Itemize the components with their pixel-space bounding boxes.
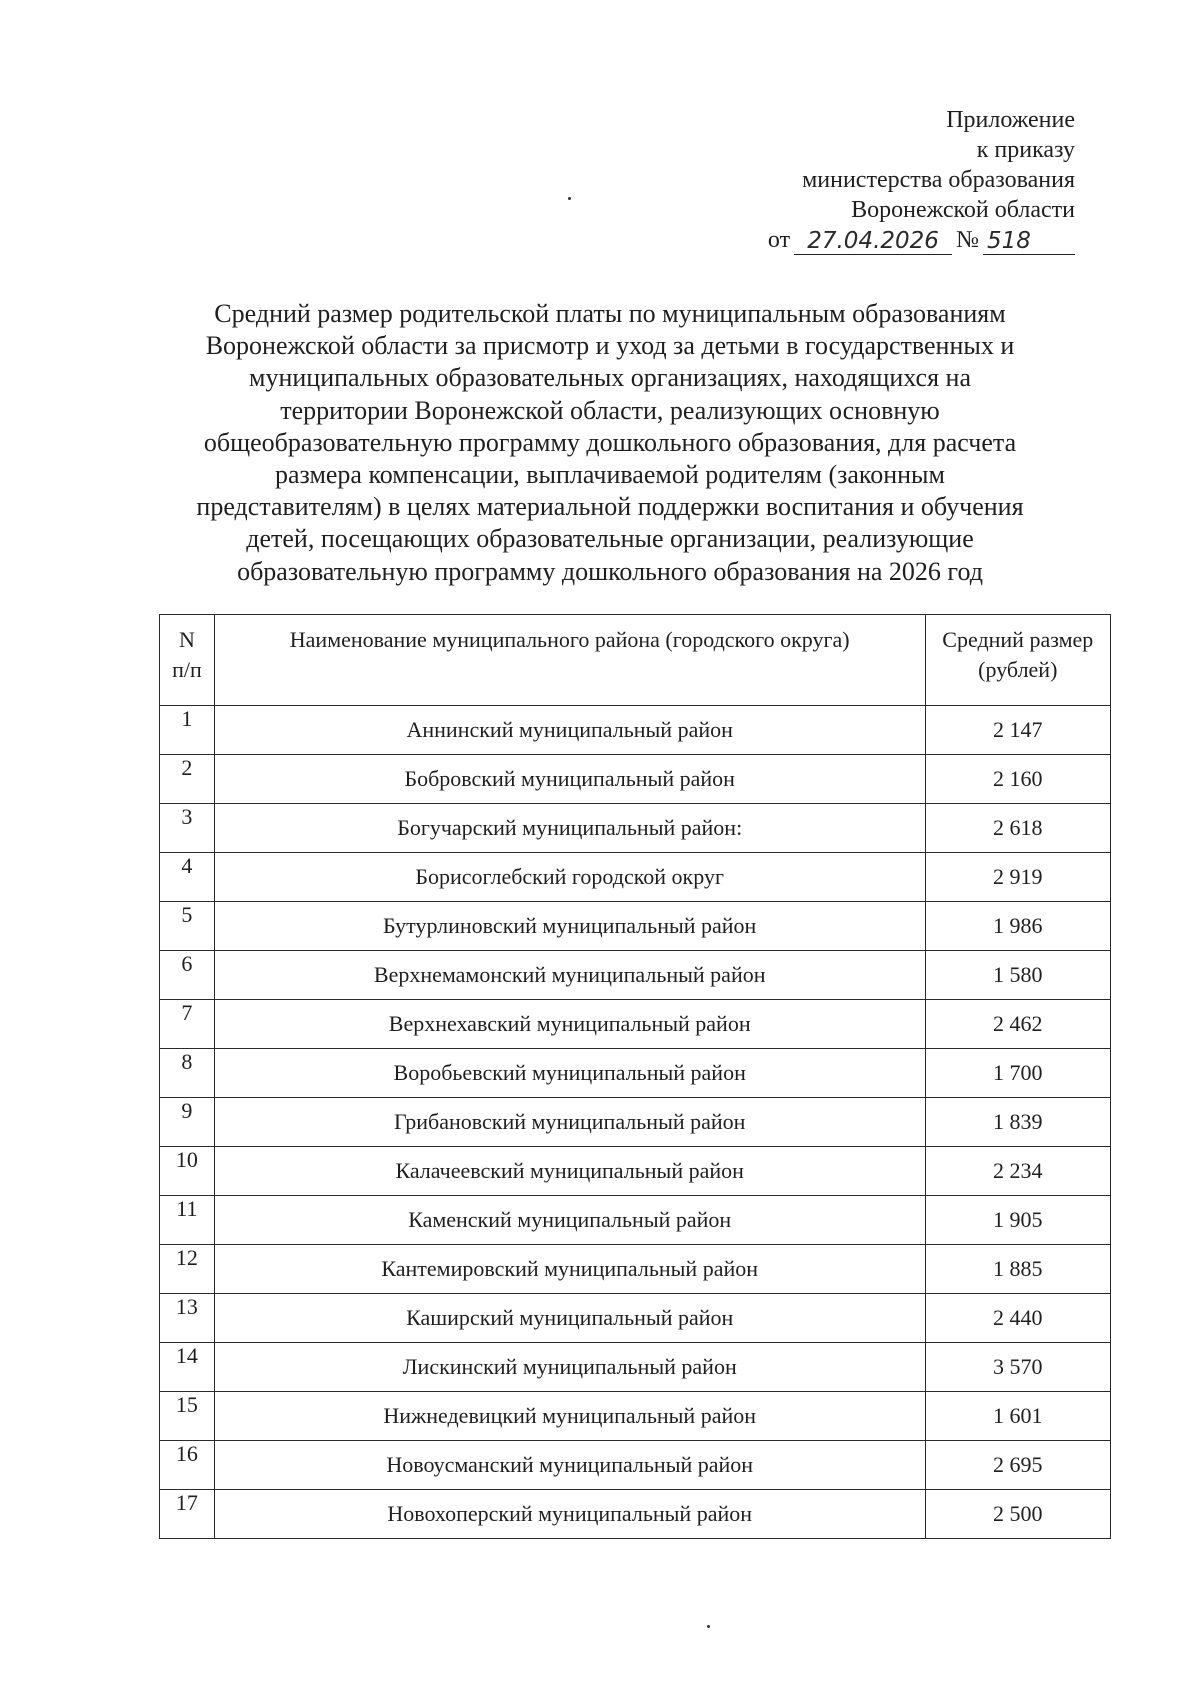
stray-mark bbox=[707, 1625, 710, 1628]
district-name: Нижнедевицкий муниципальный район bbox=[214, 1392, 925, 1441]
district-name: Бобровский муниципальный район bbox=[214, 755, 925, 804]
average-fee: 1 839 bbox=[925, 1098, 1110, 1147]
average-fee: 1 885 bbox=[925, 1245, 1110, 1294]
table-row bbox=[160, 706, 1111, 755]
table-row bbox=[160, 1245, 1111, 1294]
row-number: 16 bbox=[160, 1441, 215, 1490]
district-name: Каменский муниципальный район bbox=[214, 1196, 925, 1245]
average-fee: 2 147 bbox=[925, 706, 1110, 755]
district-name: Калачеевский муниципальный район bbox=[214, 1147, 925, 1196]
document-title bbox=[140, 298, 1080, 588]
average-fee: 1 986 bbox=[925, 902, 1110, 951]
average-fee: 1 700 bbox=[925, 1049, 1110, 1098]
to-order-label: к приказу bbox=[976, 137, 1075, 163]
table-row bbox=[160, 1343, 1111, 1392]
row-number: 4 bbox=[160, 853, 215, 902]
average-fee: 1 905 bbox=[925, 1196, 1110, 1245]
row-number: 2 bbox=[160, 755, 215, 804]
row-number: 1 bbox=[160, 706, 215, 755]
table-row bbox=[160, 1441, 1111, 1490]
row-number: 12 bbox=[160, 1245, 215, 1294]
header-num: N п/п bbox=[160, 615, 215, 706]
row-number: 11 bbox=[160, 1196, 215, 1245]
row-number: 10 bbox=[160, 1147, 215, 1196]
header-name: Наименование муниципального района (городского округа) bbox=[214, 615, 925, 706]
average-fee: 2 440 bbox=[925, 1294, 1110, 1343]
average-fee: 2 919 bbox=[925, 853, 1110, 902]
average-fee: 2 234 bbox=[925, 1147, 1110, 1196]
order-date: 27.04.2026 bbox=[794, 228, 952, 255]
district-name: Борисоглебский городской округ bbox=[214, 853, 925, 902]
stray-mark bbox=[568, 197, 571, 200]
average-fee: 2 695 bbox=[925, 1441, 1110, 1490]
table-row bbox=[160, 951, 1111, 1000]
district-name: Аннинский муниципальный район bbox=[214, 706, 925, 755]
district-name: Грибановский муниципальный район bbox=[214, 1098, 925, 1147]
average-fee: 3 570 bbox=[925, 1343, 1110, 1392]
appendix-label: Приложение bbox=[946, 107, 1075, 133]
title-line: образовательную программу дошкольного образования на 2026 год bbox=[237, 556, 983, 586]
district-name: Бутурлиновский муниципальный район bbox=[214, 902, 925, 951]
title-line: общеобразовательную программу дошкольного образования, для расчета bbox=[203, 427, 1017, 457]
row-number: 3 bbox=[160, 804, 215, 853]
title-line: территории Воронежской области, реализующих основную bbox=[280, 395, 940, 425]
district-name: Новоусманский муниципальный район bbox=[214, 1441, 925, 1490]
district-name: Лискинский муниципальный район bbox=[214, 1343, 925, 1392]
order-reference bbox=[555, 225, 1075, 255]
district-name: Каширский муниципальный район bbox=[214, 1294, 925, 1343]
row-number: 5 bbox=[160, 902, 215, 951]
title-line: Воронежской области за присмотр и уход за детьми в государственных и bbox=[205, 331, 1015, 361]
row-number: 8 bbox=[160, 1049, 215, 1098]
from-prefix: от bbox=[767, 227, 791, 253]
district-name: Новохоперский муниципальный район bbox=[214, 1490, 925, 1539]
title-line: детей, посещающих образовательные организации, реализующие bbox=[246, 524, 974, 554]
row-number: 17 bbox=[160, 1490, 215, 1539]
table-row bbox=[160, 1490, 1111, 1539]
average-fee: 2 160 bbox=[925, 755, 1110, 804]
average-fee: 2 618 bbox=[925, 804, 1110, 853]
title-line: представителям) в целях материальной поддержки воспитания и обучения bbox=[196, 492, 1024, 522]
ministry-label: министерства образования bbox=[802, 167, 1075, 193]
average-fee: 2 462 bbox=[925, 1000, 1110, 1049]
table-row bbox=[160, 1000, 1111, 1049]
average-fee: 1 601 bbox=[925, 1392, 1110, 1441]
table-row bbox=[160, 1294, 1111, 1343]
district-name: Воробьевский муниципальный район bbox=[214, 1049, 925, 1098]
fee-table bbox=[159, 614, 1111, 1539]
table-header-row bbox=[160, 615, 1111, 706]
order-number: 518 bbox=[983, 228, 1075, 255]
row-number: 7 bbox=[160, 1000, 215, 1049]
table-row bbox=[160, 804, 1111, 853]
table-row bbox=[160, 1196, 1111, 1245]
table-row bbox=[160, 1049, 1111, 1098]
table-row bbox=[160, 853, 1111, 902]
document-header bbox=[555, 105, 1075, 255]
region-label: Воронежской области bbox=[851, 197, 1075, 223]
title-line: Средний размер родительской платы по муниципальным образованиям bbox=[214, 299, 1006, 328]
row-number: 9 bbox=[160, 1098, 215, 1147]
district-name: Верхнемамонский муниципальный район bbox=[214, 951, 925, 1000]
row-number: 13 bbox=[160, 1294, 215, 1343]
row-number: 6 bbox=[160, 951, 215, 1000]
average-fee: 2 500 bbox=[925, 1490, 1110, 1539]
table-row bbox=[160, 1098, 1111, 1147]
district-name: Верхнехавский муниципальный район bbox=[214, 1000, 925, 1049]
table-row bbox=[160, 902, 1111, 951]
district-name: Богучарский муниципальный район: bbox=[214, 804, 925, 853]
row-number: 14 bbox=[160, 1343, 215, 1392]
average-fee: 1 580 bbox=[925, 951, 1110, 1000]
header-value: Средний размер (рублей) bbox=[925, 615, 1110, 706]
table-row bbox=[160, 755, 1111, 804]
title-line: размера компенсации, выплачиваемой родителям (законным bbox=[275, 460, 945, 490]
row-number: 15 bbox=[160, 1392, 215, 1441]
number-sign: № bbox=[956, 227, 979, 253]
table-row bbox=[160, 1392, 1111, 1441]
district-name: Кантемировский муниципальный район bbox=[214, 1245, 925, 1294]
title-line: муниципальных образовательных организациях, находящихся на bbox=[249, 363, 971, 393]
table-row bbox=[160, 1147, 1111, 1196]
table-body bbox=[160, 706, 1111, 1539]
